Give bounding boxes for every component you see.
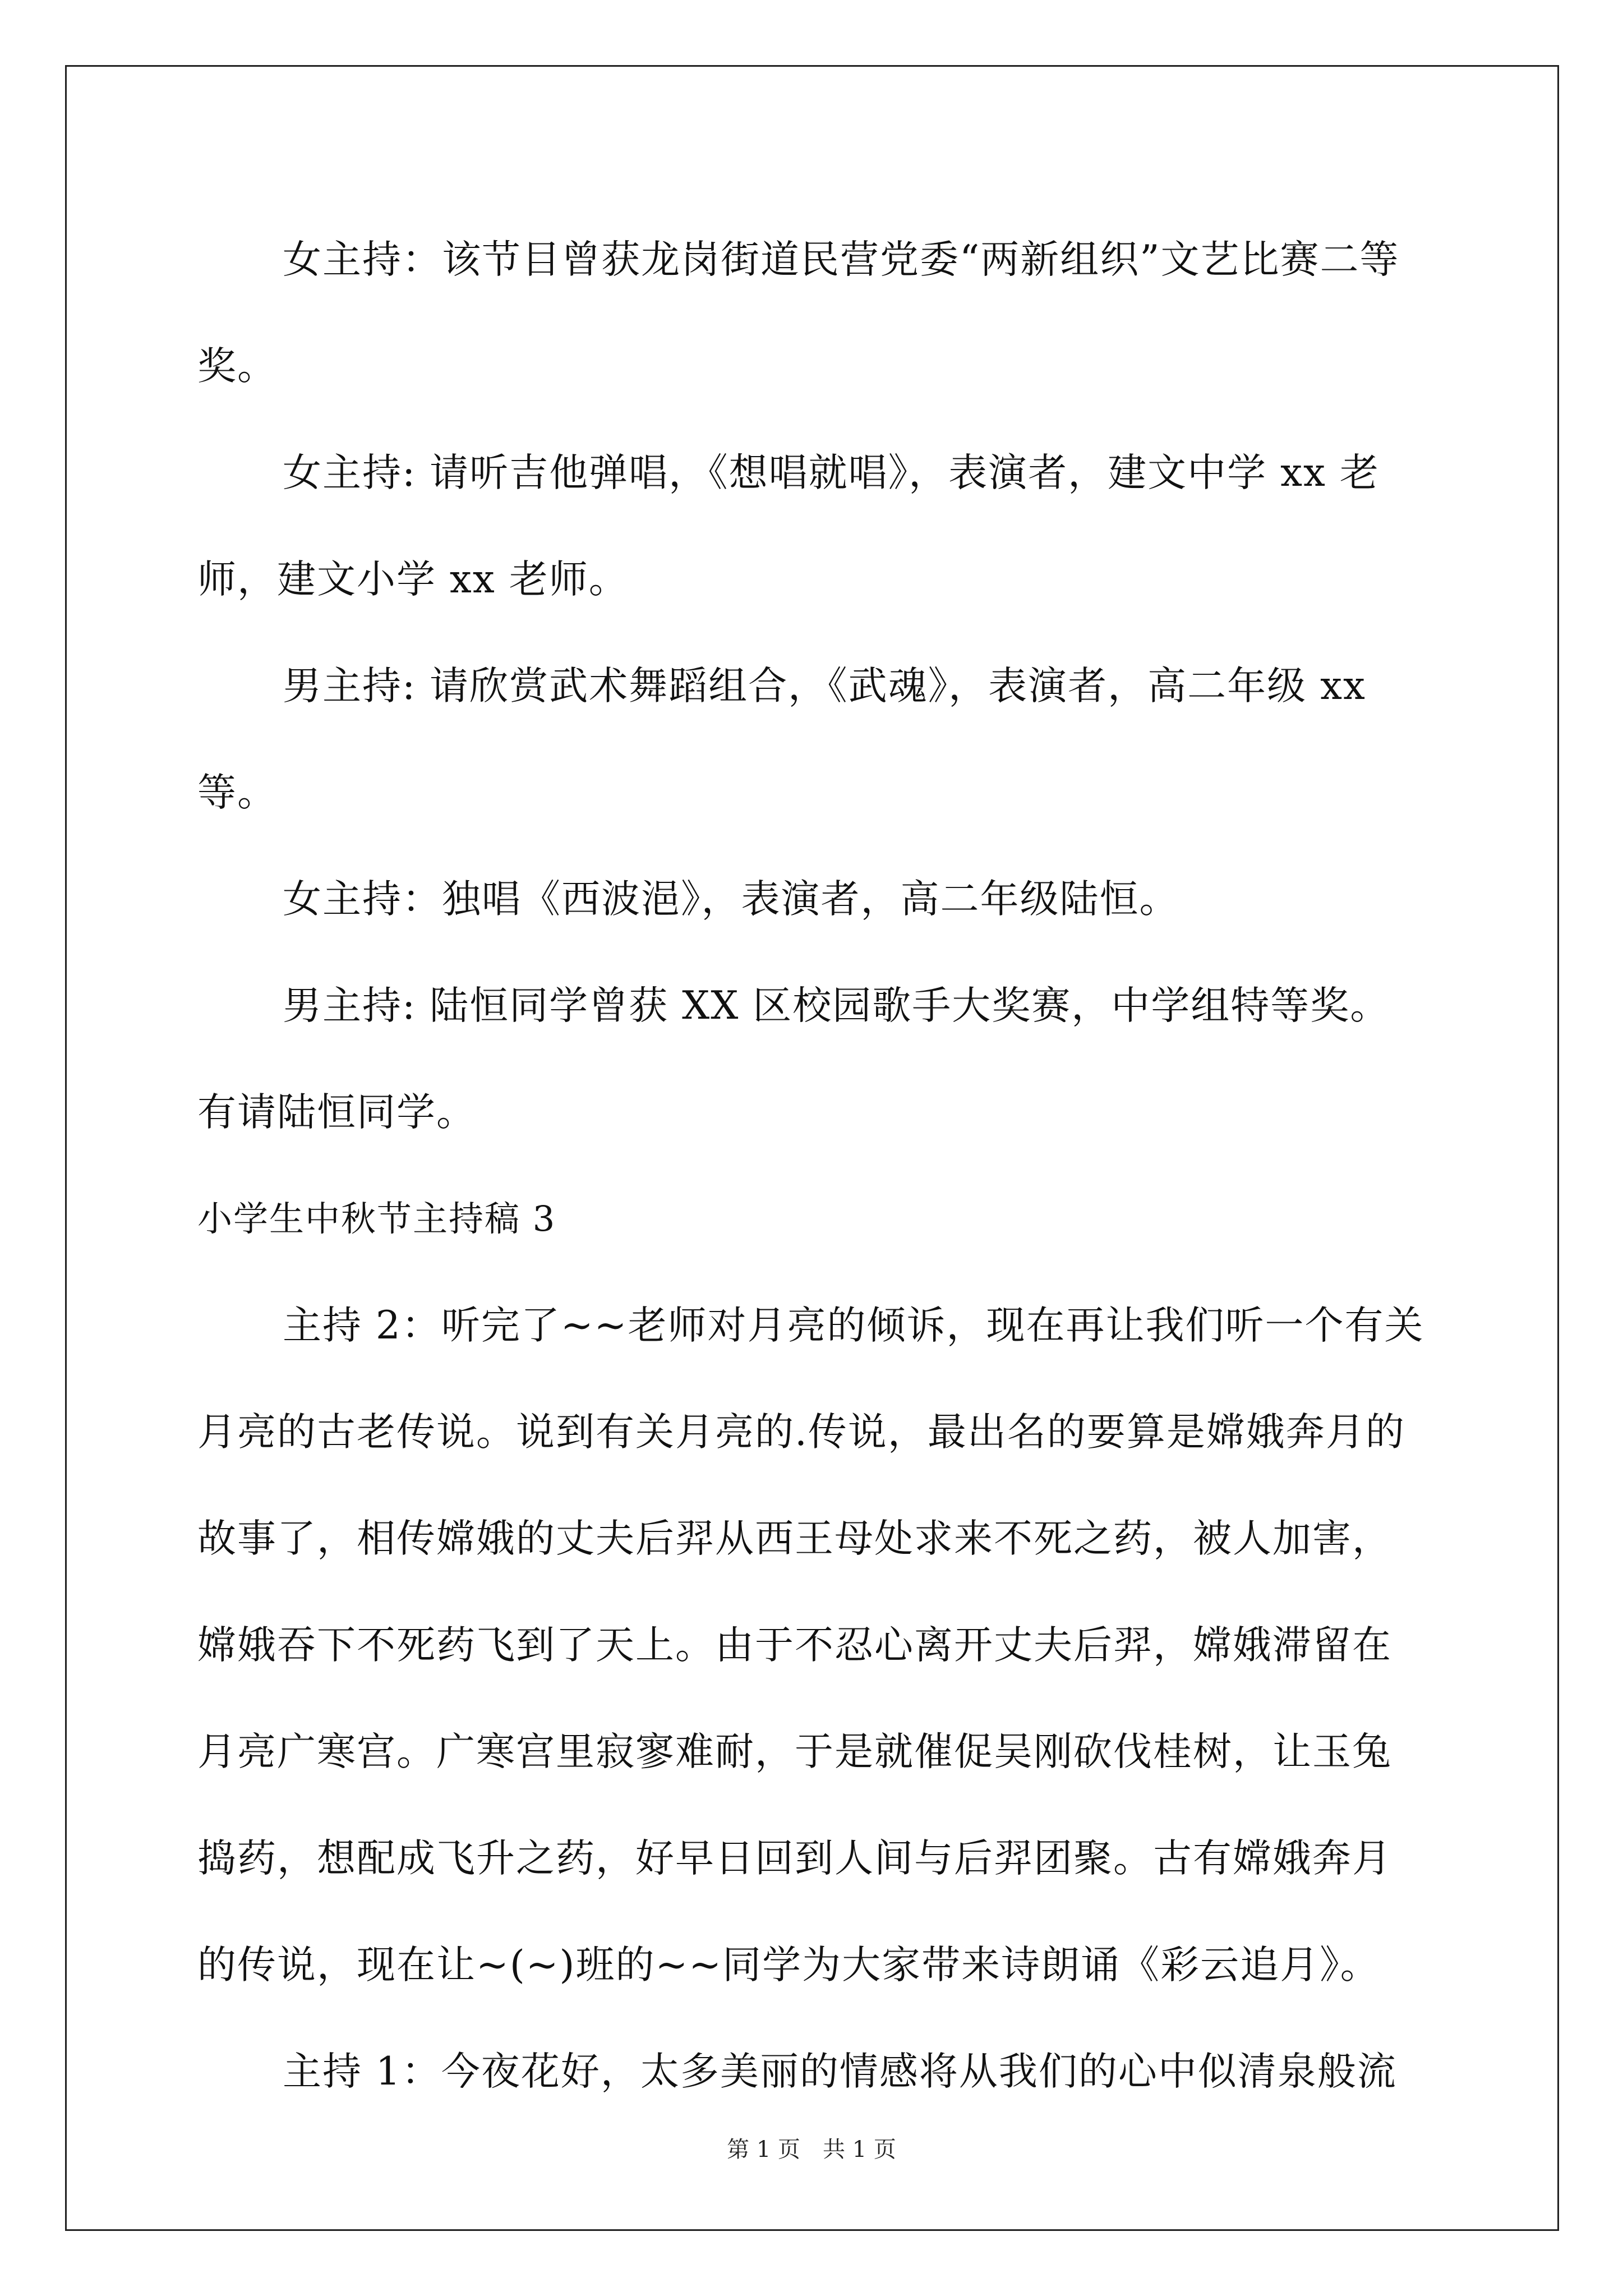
paragraph-host1-intro: 主持 1：今夜花好，太多美丽的情感将从我们的心中似清泉般流 <box>283 2049 1397 2094</box>
paragraph-singer-award: 男主持: 陆恒同学曾获 XX 区校园歌手大奖赛，中学组特等奖。有请陆恒同学。 <box>197 983 1390 1135</box>
paragraph-guitar-song: 女主持: 请听吉他弹唱，《想唱就唱》，表演者，建文中学 xx 老师，建文小学 xx 老师。 <box>197 450 1380 602</box>
page-footer: 第 1 页 共 1 页 <box>727 2137 896 2162</box>
paragraph-martial-dance: 男主持: 请欣赏武术舞蹈组合，《武魂》，表演者，高二年级 xx 等。 <box>197 664 1366 815</box>
paragraph-solo-song: 女主持：独唱《西波浥》，表演者，高二年级陆恒。 <box>283 877 1179 922</box>
paragraph-female-host-award: 女主持：该节目曾获龙岗街道民营党委“两新组织”文艺比赛二等奖。 <box>197 237 1400 389</box>
document-body <box>197 206 1426 2125</box>
section-heading: 小学生中秋节主持稿 3 <box>197 1198 556 1239</box>
paragraph-host2-legend: 主持 2：听完了~~老师对月亮的倾诉，现在再让我们听一个有关月亮的古老传说。说到有关月亮的.传说，最出名的要算是嫦娥奔月的故事了，相传嫦娥的丈夫后羿从西王母处求来不死之药，被人加害，嫦娥吞下不死药飞到了天上。由于不忍心离开丈夫后羿，嫦娥滞留在月亮广寒宫。广寒宫里寂寥难耐，于是就催促吴刚砍伐桂树，让玉兔捣药，想配成飞升之药，好早日回到人间与后羿团聚。古有嫦娥奔月的传说，现在让~(~)班的~~同学为大家带来诗朗诵《彩云追月》。 <box>197 1303 1424 1987</box>
